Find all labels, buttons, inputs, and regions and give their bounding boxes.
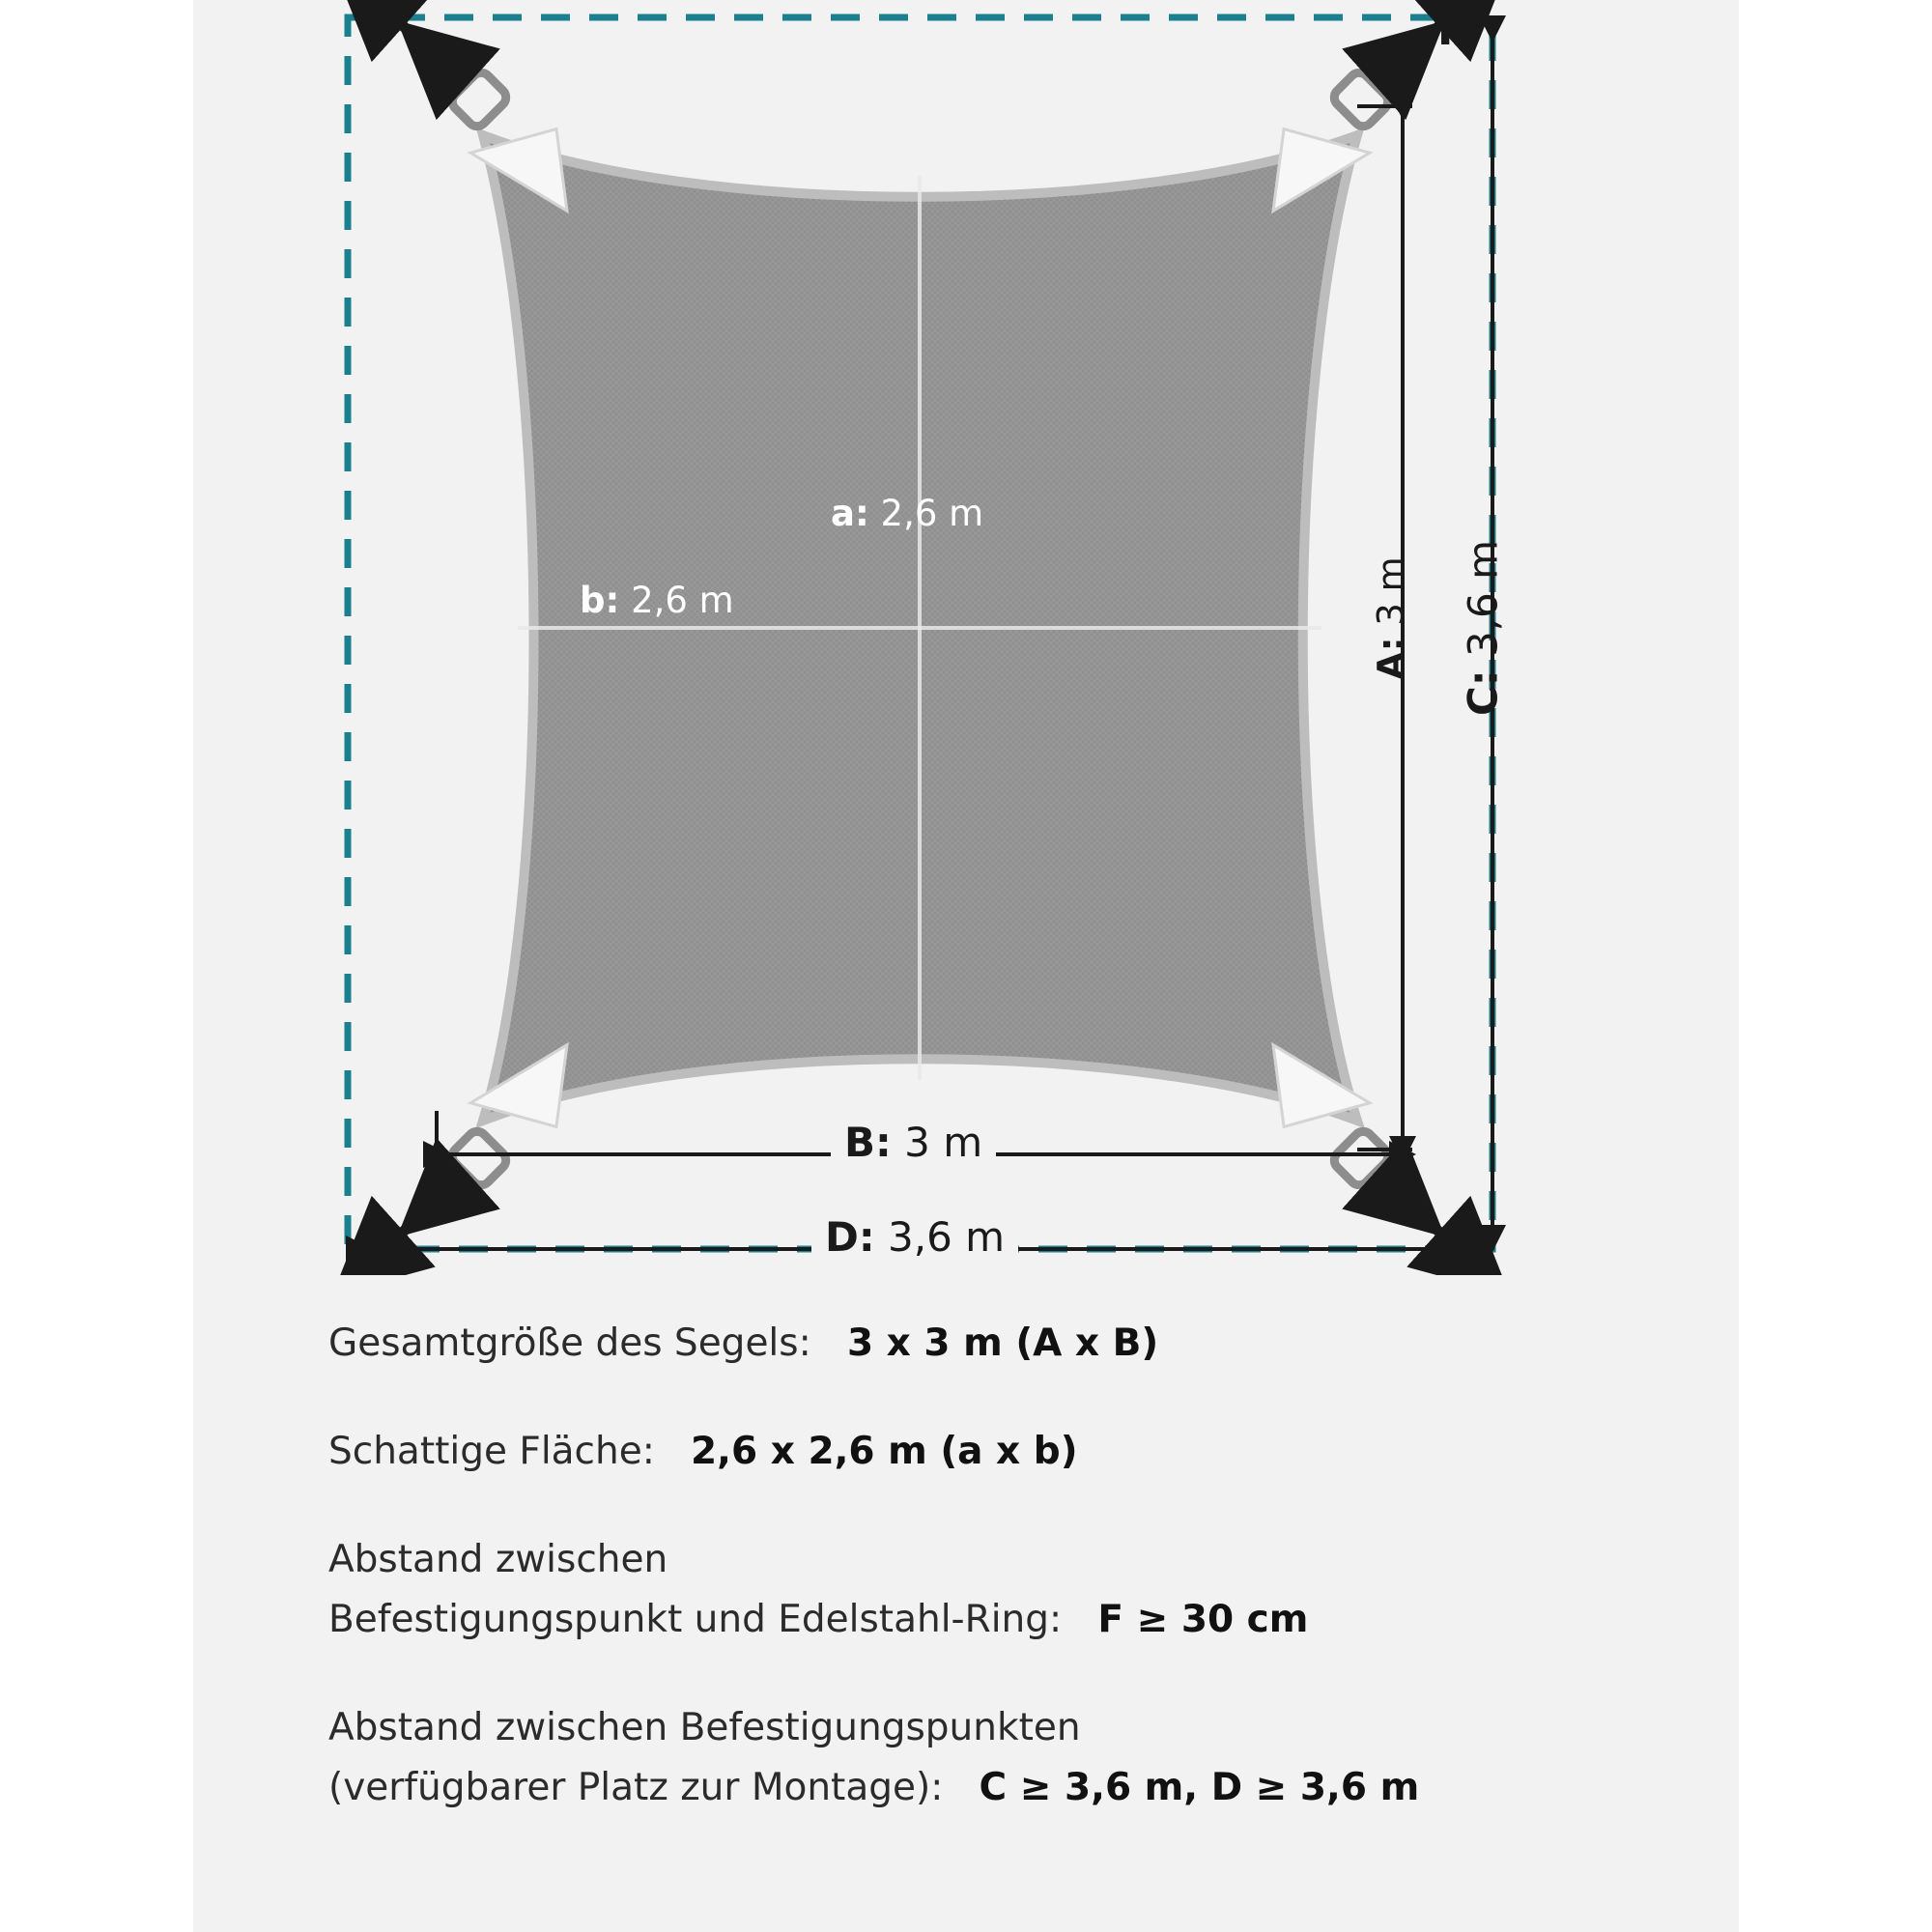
label-B: B: 3 m (831, 1119, 996, 1166)
info-row-distance-points-line1 (193, 1698, 1739, 1758)
info-value-distance-points: C ≥ 3,6 m, D ≥ 3,6 m (979, 1766, 1420, 1809)
info-value-shaded-area: 2,6 x 2,6 m (a x b) (691, 1430, 1078, 1473)
info-value-distance-ring: F ≥ 30 cm (1097, 1598, 1309, 1641)
info-row-total-size (193, 1314, 1739, 1374)
info-label-distance-points-line1: Abstand zwischen Befestigungspunkten (328, 1706, 1081, 1749)
left-gutter (0, 0, 193, 1932)
right-gutter (1739, 0, 1932, 1932)
info-label-distance-ring-line1: Abstand zwischen (328, 1538, 668, 1581)
spacer-2 (193, 1482, 1739, 1530)
info-label-distance-ring-line2: Befestigungspunkt und Edelstahl-Ring: (328, 1598, 1063, 1641)
info-row-distance-ring-line2 (193, 1590, 1739, 1650)
info-value-total-size: 3 x 3 m (A x B) (846, 1321, 1159, 1365)
info-row-shaded-area (193, 1422, 1739, 1482)
label-a: a: 2,6 m (831, 493, 984, 534)
info-row-distance-points-line2 (193, 1758, 1739, 1818)
shade-sail-diagram (193, 0, 1739, 1275)
info-label-distance-points-line2: (verfügbarer Platz zur Montage): (328, 1766, 944, 1809)
info-label-shaded-area: Schattige Fläche: (328, 1430, 655, 1473)
label-D: D: 3,6 m (811, 1213, 1018, 1261)
label-C: C: 3,6 m (1459, 539, 1507, 717)
info-label-total-size: Gesamtgröße des Segels: (328, 1321, 811, 1365)
info-text-block (193, 1314, 1739, 1818)
label-b: b: 2,6 m (580, 580, 734, 621)
spacer-1 (193, 1374, 1739, 1422)
info-row-distance-ring-line1 (193, 1530, 1739, 1590)
diagram-canvas (193, 0, 1739, 1275)
spacer-3 (193, 1650, 1739, 1698)
label-A: A: 3 m (1370, 556, 1412, 680)
label-F: F (1437, 6, 1467, 55)
